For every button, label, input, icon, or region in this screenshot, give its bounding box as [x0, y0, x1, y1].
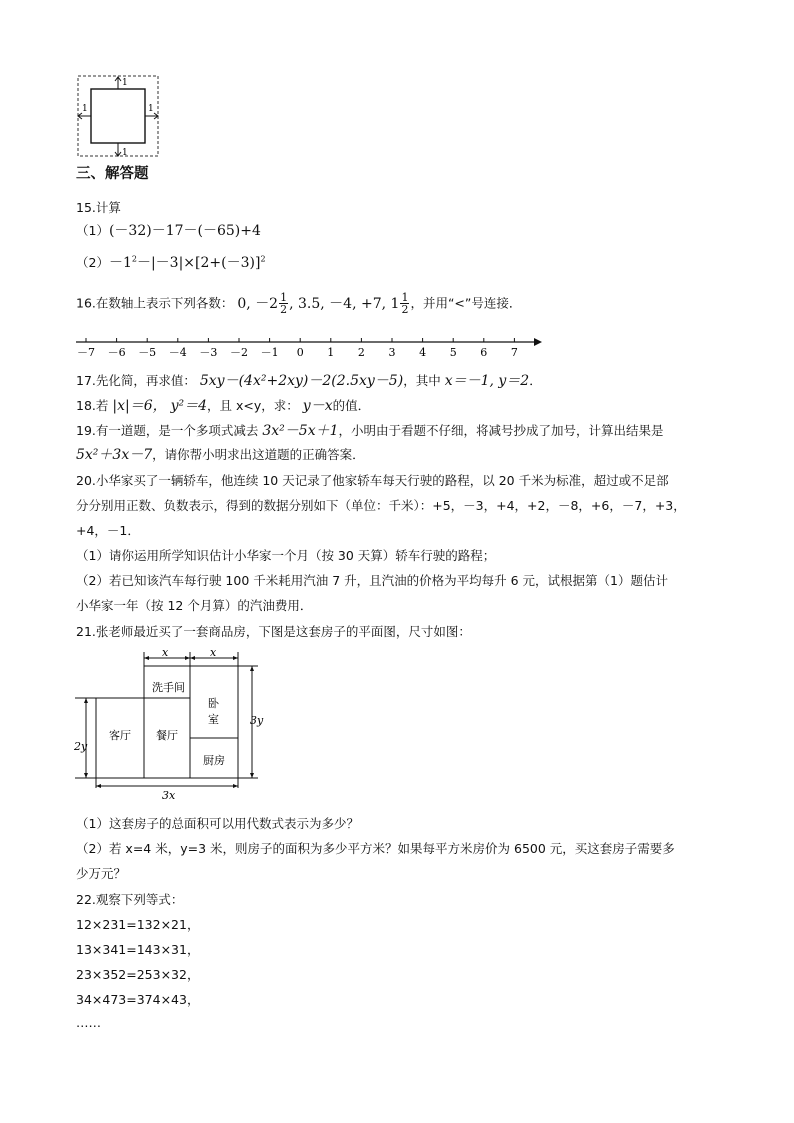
q17-prefix: 17.先化简，再求值： [76, 373, 196, 388]
number-line-label: 3 [388, 346, 396, 359]
side-label-right: 1 [148, 104, 154, 114]
dim-right: 3y [250, 714, 264, 727]
q19-line1-a: 19.有一道题，是一个多项式减去 [76, 423, 259, 438]
q19-line2-b: ，请你帮小明求出这道题的正确答案． [152, 447, 365, 462]
q20-line2: 分分别用正数、负数表示，得到的数据分别如下（单位：千米）：+5，－3，+4，+2，－8，+6，－7，+3， [76, 498, 686, 513]
q15-p2-label: （2） [76, 255, 109, 270]
q16-n2-num: 1 [280, 291, 288, 304]
q15-p2-expr-b: －|－3|×[2+(－3)] [136, 255, 261, 271]
room-living: 客厅 [109, 729, 131, 742]
q15-p2-exp1: 2 [131, 254, 137, 264]
q21-line1: 21.张老师最近买了一套商品房，下图是这套房子的平面图，尺寸如图： [76, 624, 471, 639]
room-bedroom-1: 卧 [208, 697, 219, 710]
q15-p1-expr: (－32)－17－(－65)+4 [108, 223, 261, 239]
q22-dots: …… [76, 1015, 101, 1030]
side-label-top: 1 [122, 78, 128, 88]
room-bathroom: 洗手间 [152, 681, 185, 694]
q19-line2 [76, 444, 365, 464]
q17-expr: 5xy－(4x²+2xy)－2(2.5xy－5) [199, 373, 404, 389]
number-line-label: 4 [419, 346, 427, 359]
dim-bottom: 3x [162, 789, 176, 802]
number-line-label: 6 [480, 346, 488, 359]
q19-line1 [76, 420, 664, 440]
q18-cond2: y²＝4 [170, 398, 208, 414]
number-line-label: －2 [230, 346, 248, 359]
room-kitchen: 厨房 [203, 754, 225, 767]
dim-top-x1: x [162, 646, 169, 659]
room-bedroom-2: 室 [208, 713, 219, 726]
q15-part1 [76, 220, 261, 240]
q16-n4-den: 2 [401, 303, 409, 316]
q20-line3: +4，－1． [76, 523, 140, 538]
q20-line1: 20.小华家买了一辆轿车，他连续 10 天记录了他家轿车每天行驶的路程，以 20 千米为标准，超过或不足部 [76, 473, 669, 488]
dim-left: 2y [74, 740, 88, 753]
number-line-label: －3 [199, 346, 218, 359]
q22-title: 22.观察下列等式： [76, 892, 184, 907]
q17-end: ． [529, 373, 542, 388]
q21-p2-line2: 少万元？ [76, 866, 127, 881]
q15-title: 15.计算 [76, 200, 121, 215]
number-line-label: －7 [77, 346, 95, 359]
floor-plan [72, 646, 272, 802]
number-line-label: 5 [449, 346, 457, 359]
number-line-label: 1 [327, 346, 335, 359]
number-line-label: －1 [260, 346, 279, 359]
q19-line1-b: ，小明由于看题不仔细，将减号抄成了加号，计算出结果是 [338, 423, 664, 438]
number-line-label: 7 [510, 346, 518, 359]
number-line-label: 2 [357, 346, 365, 359]
q17-mid: ，其中 [403, 373, 441, 388]
q21-p2-line1: （2）若 x=4 米，y=3 米，则房子的面积为多少平方米？如果每平方米房价为 6500 元，买这套房子需要多 [76, 841, 675, 856]
q20-line5: （2）若已知该汽车每行驶 100 千米耗用汽油 7 升，且汽油的价格为平均每升 6 元，试根据第（1）题估计 [76, 573, 669, 588]
q19-line2-expr: 5x²＋3x－7 [76, 447, 153, 463]
q20-line4: （1）请你运用所学知识估计小华家一个月（按 30 天算）轿车行驶的路程； [76, 548, 496, 563]
q16-n2-pre: －2 [255, 295, 279, 312]
q15-p2-expr-a: －1 [108, 255, 132, 271]
q22-eq2: 13×341=143×31， [76, 942, 200, 957]
q15-p1-label: （1） [76, 223, 109, 238]
q15-part2 [76, 252, 266, 272]
q16-n3: , 3.5, －4, +7, 1 [289, 295, 400, 312]
side-label-left: 1 [82, 104, 88, 114]
q18-mid: ，且 x<y，求： [207, 398, 299, 413]
q16-n4-num: 1 [401, 291, 409, 304]
number-line-label: －6 [107, 346, 126, 359]
number-line [72, 334, 542, 360]
q18-abs: |x|＝6， [112, 398, 167, 414]
q21-p1: （1）这套房子的总面积可以用代数式表示为多少？ [76, 816, 359, 831]
q20-line6: 小华家一年（按 12 个月算）的汽油费用． [76, 598, 313, 613]
q16-prefix: 16.在数轴上表示下列各数： [76, 295, 234, 311]
square-figure [76, 74, 162, 160]
room-dining: 餐厅 [156, 729, 178, 742]
number-line-label: －4 [168, 346, 187, 359]
q18-line [76, 395, 370, 415]
q16-n1: 0, [237, 295, 256, 312]
q22-eq1: 12×231=132×21， [76, 917, 200, 932]
q19-line1-expr: 3x²－5x＋1 [262, 423, 339, 439]
number-line-label: －5 [138, 346, 157, 359]
number-line-label: 0 [296, 346, 304, 359]
q18-end: 的值． [332, 398, 371, 413]
q16-suffix: ，并用“<”号连接． [410, 295, 522, 311]
q22-eq3: 23×352=253×32， [76, 967, 200, 982]
dim-top-x2: x [210, 646, 217, 659]
q16-line [76, 292, 521, 315]
q17-line [76, 370, 542, 390]
side-label-bottom: 1 [122, 148, 128, 158]
q18-prefix: 18.若 [76, 398, 109, 413]
q15-p2-exp2: 2 [260, 254, 266, 264]
q22-eq4: 34×473=374×43， [76, 992, 200, 1007]
section-title: 三、解答题 [76, 166, 149, 182]
q17-cond: x＝－1, y＝2 [444, 373, 530, 389]
q18-target: y－x [302, 398, 333, 414]
q16-n2-den: 2 [280, 303, 288, 316]
